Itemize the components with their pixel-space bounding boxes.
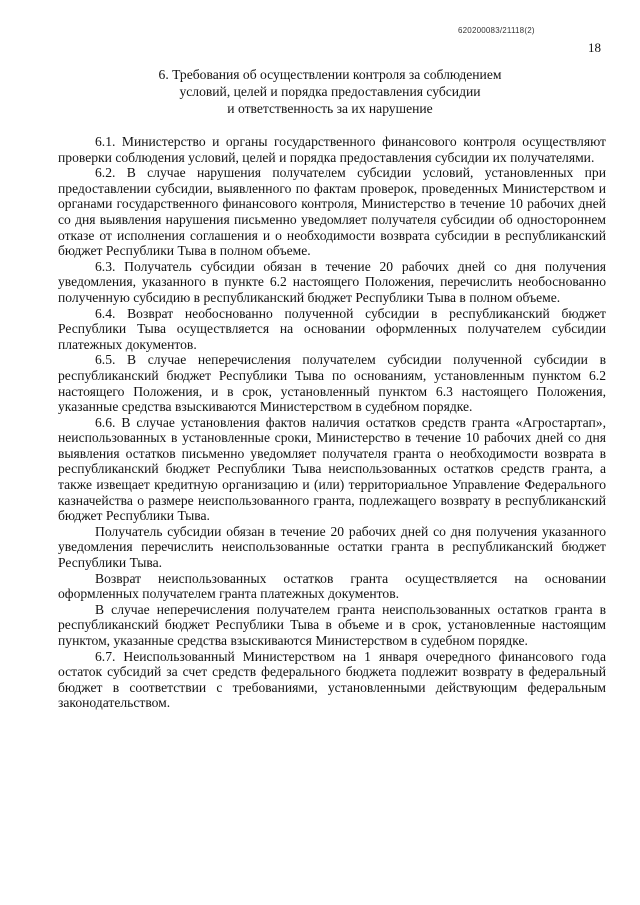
- paragraph-6-3: 6.3. Получатель субсидии обязан в течение 20 рабочих дней со дня получения уведомления, указанного в пункте 6.2 настоящего Положения, перечислить необоснованно полученную субсидию в республиканский бюджет Республики Тыва в полном объеме.: [58, 258, 606, 305]
- section-title-line: и ответственность за их нарушение: [227, 101, 433, 116]
- page-number: 18: [588, 40, 601, 55]
- paragraph-6-2: 6.2. В случае нарушения получателем субсидии условий, установленных при предоставлении субсидии, выявленного по фактам проверок, проведенных Министерством и органами государственного финансового контроля, Министерство в течение 10 рабочих дней со дня выявления нарушения письменно уведомляет получателя субсидии об одностороннем отказе от исполнения соглашения и о необходимости возврата субсидии в республиканский бюджет Республики Тыва в полном объеме.: [58, 165, 606, 259]
- paragraph-6-6: 6.6. В случае установления фактов наличия остатков средств гранта «Агростартап», неиспользованных в установленные сроки, Министерство в течение 10 рабочих дней со дня выявления остатков письменно уведомляет получателя гранта о необходимости возврата в республиканский бюджет Республики Тыва неиспользованных остатков средств гранта, а также извещает кредитную организацию и (или) территориальное Управление Федерального казначейства о размере неиспользованного гранта, подлежащего возврату в республиканский бюджет Республики Тыва.: [58, 414, 606, 524]
- section-title: [80, 66, 580, 117]
- paragraph-6-6-court-recovery: В случае неперечисления получателем гранта неиспользованных остатков гранта в республиканский бюджет Республики Тыва в объеме и в срок, установленные настоящим пунктом, указанные средства взыскиваются Министерством в судебном порядке.: [58, 601, 606, 648]
- paragraph-6-5: 6.5. В случае неперечисления получателем субсидии полученной субсидии в республиканский бюджет Республики Тыва по основаниям, установленным пунктом 6.2 настоящего Положения, и в срок, установленный пунктом 6.3 настоящего Положения, указанные средства взыскиваются Министерством в судебном порядке.: [58, 352, 606, 415]
- paragraph-6-4: 6.4. Возврат необоснованно полученной субсидии в республиканский бюджет Республики Тыва осуществляется на основании оформленных получателем субсидии платежных документов.: [58, 305, 606, 352]
- paragraph-6-6-return-basis: Возврат неиспользованных остатков гранта осуществляется на основании оформленных получателем гранта платежных документов.: [58, 570, 606, 602]
- paragraph-6-6-return-obligation: Получатель субсидии обязан в течение 20 рабочих дней со дня получения указанного уведомления перечислить неиспользованные остатки гранта в республиканский бюджет Республики Тыва.: [58, 523, 606, 571]
- document-number: 620200083/21118(2): [458, 26, 535, 35]
- section-title-line: 6. Требования об осуществлении контроля за соблюдением: [158, 67, 502, 82]
- paragraph-6-7: 6.7. Неиспользованный Министерством на 1 января очередного финансового года остаток субсидий за счет средств федерального бюджета подлежит возврату в федеральный бюджет в соответствии с требованиями, установленными действующим федеральным законодательством.: [58, 648, 606, 711]
- section-title-line: условий, целей и порядка предоставления субсидии: [179, 84, 481, 99]
- section-body: [58, 134, 606, 711]
- paragraph-6-1: 6.1. Министерство и органы государственного финансового контроля осуществляют проверки соблюдения условий, целей и порядка предоставления субсидии их получателями.: [58, 134, 606, 165]
